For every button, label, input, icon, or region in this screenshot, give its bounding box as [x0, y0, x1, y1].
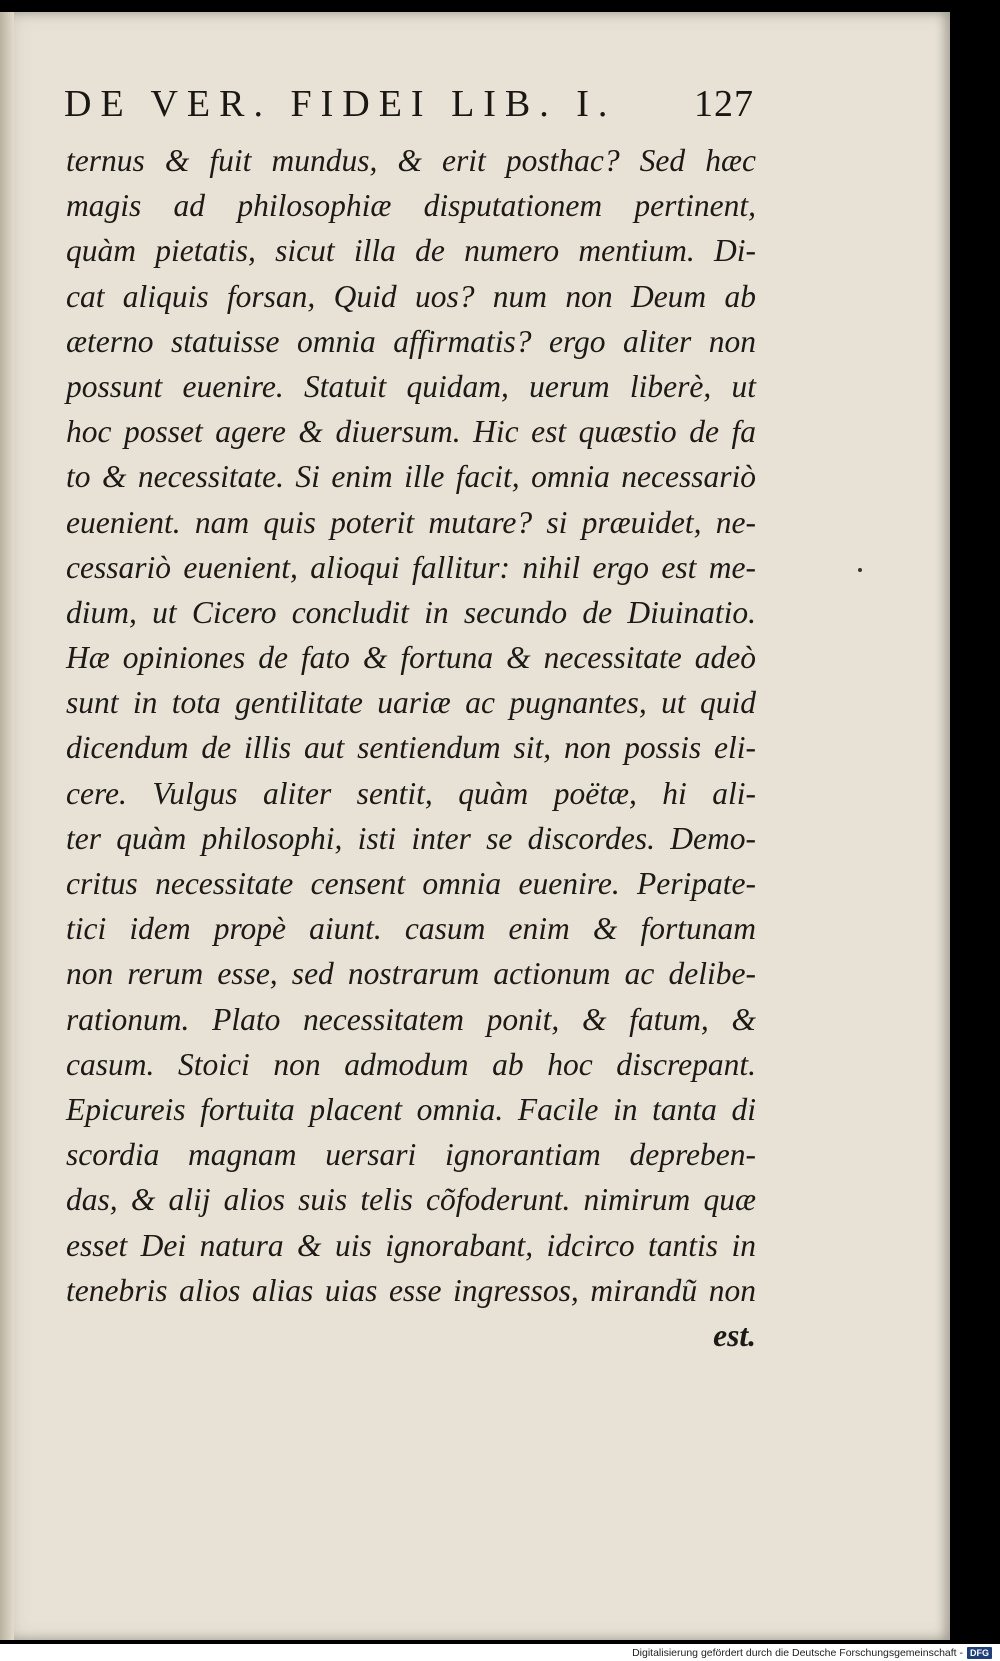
text-line: tici idem propè aiunt. casum enim & fortunam	[66, 911, 756, 947]
text-line: sunt in tota gentilitate uariæ ac pugnantes, ut quid	[66, 685, 756, 721]
dfg-logo-icon: DFG	[967, 1647, 992, 1659]
text-line: cere. Vulgus aliter sentit, quàm poëtæ, hi ali-	[66, 775, 756, 811]
text-line: quàm pietatis, sicut illa de numero mentium. Di-	[66, 233, 756, 269]
running-title: DE VER. FIDEI LIB. I.	[64, 83, 617, 125]
text-line: magis ad philosophiæ disputationem pertinent,	[66, 188, 756, 224]
text-line: non rerum esse, sed nostrarum actionum ac delibe-	[66, 956, 756, 992]
body-text	[66, 138, 756, 1358]
text-line: critus necessitate censent omnia euenire. Peripate-	[66, 866, 756, 901]
text-line: ternus & fuit mundus, & erit posthac? Sed hæc	[66, 143, 756, 178]
text-line: cessariò euenient, alioqui fallitur: nihil ergo est me-	[66, 549, 756, 585]
text-line: Hæ opiniones de fato & fortuna & necessitate adeò	[66, 640, 756, 676]
text-line: dium, ut Cicero concludit in secundo de Diuinatio.	[66, 594, 756, 630]
text-line: euenient. nam quis poterit mutare? si præuidet, ne-	[66, 504, 756, 540]
text-line: cat aliquis forsan, Quid uos? num non Deum ab	[66, 278, 756, 314]
text-line: das, & alij alios suis telis cõfoderunt. nimirum quæ	[66, 1182, 756, 1218]
text-line: esset Dei natura & uis ignorabant, idcirco tantis in	[66, 1227, 756, 1263]
text-line: rationum. Plato necessitatem ponit, & fatum, &	[66, 1001, 756, 1037]
funding-credit: Digitalisierung gefördert durch die Deutsche Forschungsgemeinschaft -	[632, 1646, 963, 1659]
text-line: dicendum de illis aut sentiendum sit, non possis eli-	[66, 730, 756, 766]
text-line: æterno statuisse omnia affirmatis? ergo aliter non	[66, 323, 756, 359]
text-line: to & necessitate. Si enim ille facit, omnia necessariò	[66, 459, 756, 495]
text-line: casum. Stoici non admodum ab hoc discrepant.	[66, 1046, 756, 1082]
text-line: ter quàm philosophi, isti inter se discordes. Demo-	[66, 820, 756, 856]
running-head	[64, 82, 754, 132]
text-line: tenebris alios alias uias esse ingressos, mirandũ non	[66, 1272, 756, 1308]
page-gutter	[0, 12, 14, 1640]
page-number: 127	[694, 83, 754, 125]
ink-speck	[858, 568, 862, 572]
final-word: est.	[713, 1317, 756, 1353]
digitization-footer	[0, 1644, 1000, 1661]
text-line: possunt euenire. Statuit quidam, uerum liberè, ut	[66, 368, 756, 404]
text-line: scordia magnam uersari ignorantiam depreben-	[66, 1137, 756, 1173]
text-line: hoc posset agere & diuersum. Hic est quæstio de fa	[66, 414, 756, 450]
text-line: Epicureis fortuita placent omnia. Facile in tanta di	[66, 1091, 756, 1127]
